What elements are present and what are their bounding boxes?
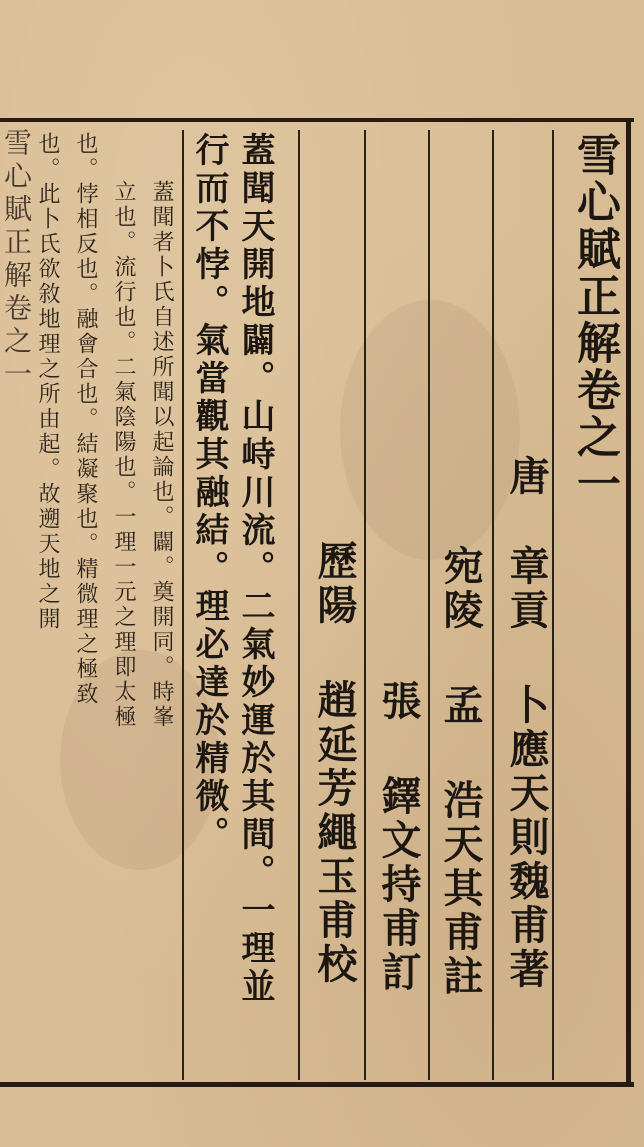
column-rule	[492, 130, 494, 1080]
page-title: 雪心賦正解卷之一	[569, 132, 620, 508]
column-rule	[182, 130, 184, 1080]
column-rule	[428, 130, 430, 1080]
main-text-line: 行而不悖。氣當觀其融結。理必達於精微。	[189, 132, 229, 854]
editor-line: 張 鐸文持甫訂	[375, 680, 422, 995]
column-rule	[298, 130, 300, 1080]
adjacent-leaf-title: 雪心賦正解卷之一	[0, 128, 33, 392]
dynasty-label: 唐	[503, 455, 550, 499]
commentary-line: 蓋聞者卜氏自述所聞以起論也。闢。奠開同。時峯	[149, 180, 174, 730]
annotator-line: 宛陵 孟 浩天其甫註	[437, 545, 484, 999]
author-line: 章貢 卜應天則魏甫著	[503, 545, 550, 992]
column-rule	[364, 130, 366, 1080]
frame-right-border	[626, 118, 631, 1087]
frame-top-border	[0, 118, 634, 122]
commentary-line: 也。悖相反也。融會合也。結凝聚也。精微理之極致	[73, 132, 98, 707]
commentary-line: 也。此卜氏欲敘地理之所由起。故遡天地之開	[35, 132, 60, 632]
proofreader-line: 歷陽 趙延芳繩玉甫校	[311, 540, 358, 987]
column-rule	[552, 130, 554, 1080]
commentary-line: 立也。流行也。二氣陰陽也。一理一元之理即太極	[111, 180, 136, 730]
frame-bottom-border	[0, 1082, 634, 1087]
main-text-line: 蓋聞天開地闢。山峙川流。二氣妙運於其間。一理並	[235, 132, 275, 1006]
